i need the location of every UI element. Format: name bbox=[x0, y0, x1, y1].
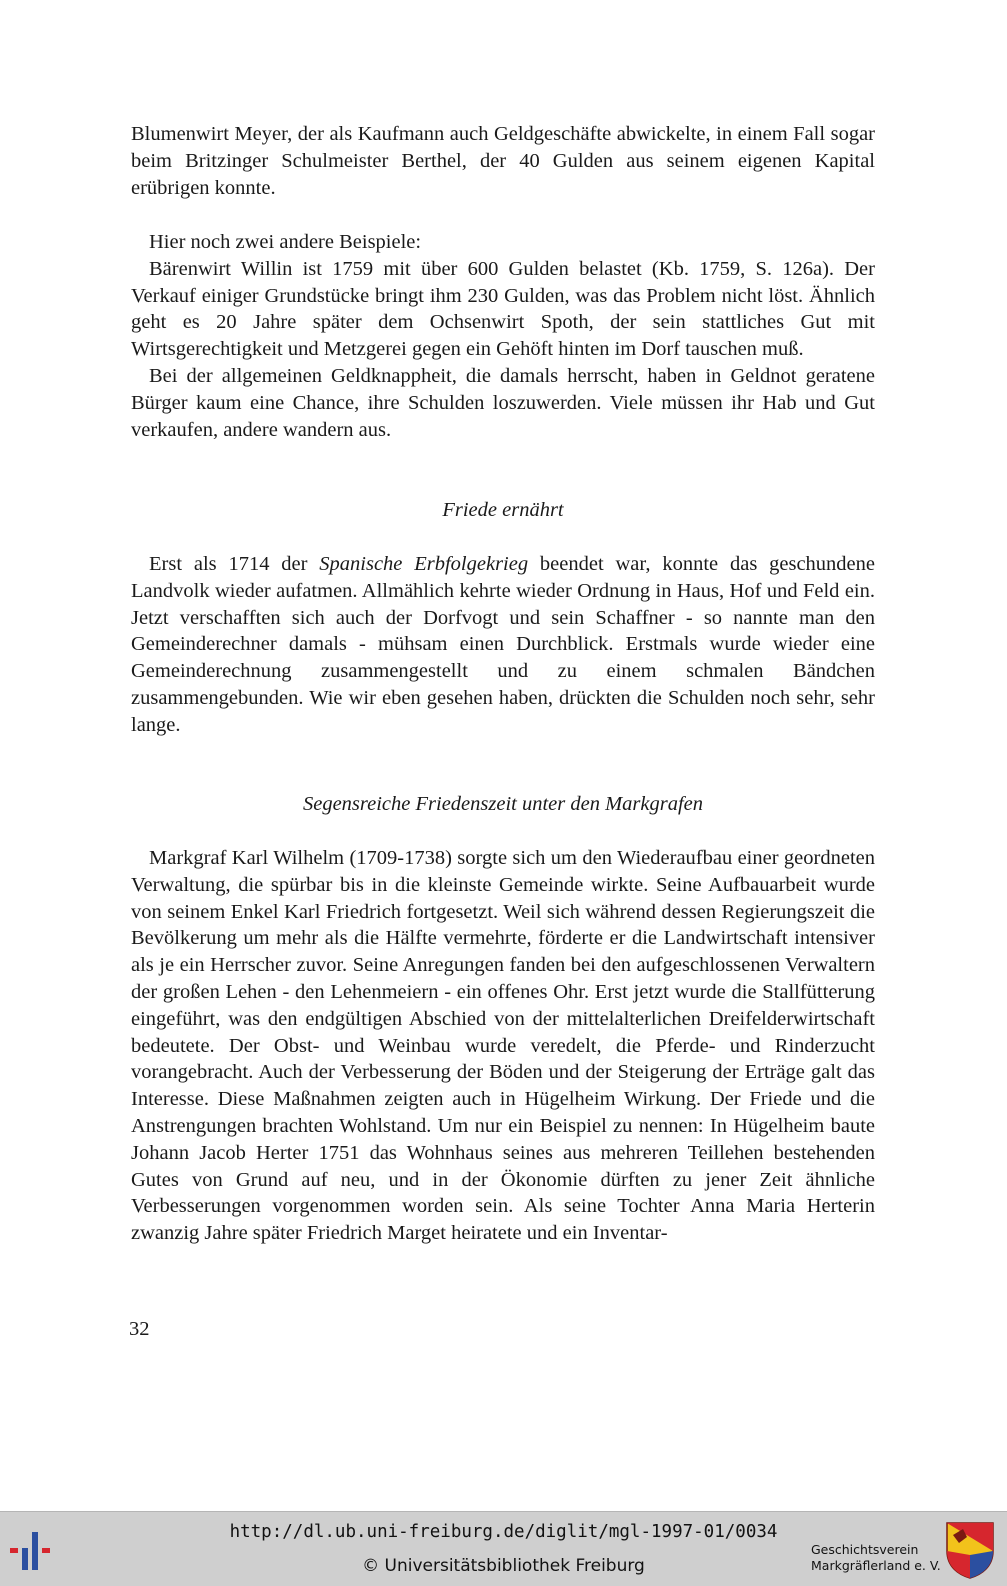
section-heading-friede: Friede ernährt bbox=[442, 499, 564, 521]
paragraph-5 bbox=[131, 551, 875, 739]
footer-bar bbox=[0, 1511, 1007, 1586]
source-url-link[interactable]: http://dl.ub.uni-freiburg.de/diglit/mgl-1997-01/0034 bbox=[229, 1522, 778, 1542]
society-name-line-2: Markgräflerland e. V. bbox=[811, 1558, 941, 1573]
text-block-4 bbox=[131, 845, 875, 1247]
paragraph-2: Hier noch zwei andere Beispiele: bbox=[149, 231, 422, 253]
paragraph-4: Bei der allgemeinen Geldknappheit, die damals herrscht, haben in Geldnot geratene Bürger kaum eine Chance, ihre Schulden loszuwerden. Viele müssen ihr Hab und Gut verkaufen, andere wandern aus. bbox=[131, 364, 875, 441]
paragraph-5-start: Erst als 1714 der bbox=[149, 553, 320, 575]
text-block-2 bbox=[131, 229, 875, 443]
coat-of-arms-icon bbox=[945, 1521, 995, 1579]
copyright-text: © Universitätsbibliothek Freiburg bbox=[362, 1556, 645, 1576]
page-number: 32 bbox=[129, 1318, 150, 1340]
text-block-1 bbox=[131, 121, 875, 201]
society-name bbox=[811, 1542, 941, 1574]
paragraph-3: Bärenwirt Willin ist 1759 mit über 600 Gulden belastet (Kb. 1759, S. 126a). Der Verkauf einiger Grundstücke bringt ihm 230 Gulden, was das Problem nicht löst. Ähnlich geht es 20 Jahre später dem Ochsenwirt Spoth, der sein stattliches Gut mit Wirtsgerechtigkeit und Metzgerei gegen ein Gehöft hinten im Dorf tauschen muß. bbox=[131, 257, 875, 361]
paragraph-5-end: beendet war, konnte das geschundene Landvolk wieder aufatmen. Allmählich kehrte wieder Ordnung in Haus, Hof und Feld ein. Jetzt verschafften sich auch der Dorfvogt und sein Schaffner - so nannte man den Gemeinderechner damals - mühsam einen Durchblick. Erstmals wurde wieder eine Gemeinderechnung zusammengestellt und zu einem schmalen Bändchen zusammengebunden. Wie wir eben gesehen haben, drückten die Schulden noch sehr, sehr lange. bbox=[131, 553, 875, 736]
paragraph-5-emphasis: Spanische Erbfolgekrieg bbox=[319, 553, 529, 575]
text-block-3 bbox=[131, 551, 875, 739]
paragraph-6: Markgraf Karl Wilhelm (1709-1738) sorgte sich um den Wiederaufbau einer geordneten Verwaltung, die spürbar bis in die kleinste Gemeinde wirkte. Seine Aufbauarbeit wurde von seinem Enkel Karl Friedrich fortgesetzt. Weil sich während dessen Regierungszeit die Bevölkerung um mehr als die Hälfte vermehrte, förderte er die Landwirtschaft intensiver als je ein Herrscher zuvor. Seine Anregungen fanden bei den aufgeschlossenen Verwaltern der großen Lehen - den Lehenmeiern - ein offenes Ohr. Erst jetzt wurde die Stallfütterung eingeführt, was den endgültigen Abschied von der mittelalterlichen Dreifelderwirtschaft bedeutete. Der Obst- und Weinbau wurde veredelt, die Pferde- und Rinderzucht vorangebracht. Auch der Verbesserung der Böden und der Steigerung der Erträge galt das Interesse. Diese Maßnahmen zeigten auch in Hügelheim Wirkung. Der Friede und die Anstrengungen brachten Wohlstand. Um nur ein Beispiel zu nennen: In Hügelheim baute Johann Jacob Herter 1751 das Wohnhaus seines aus mehreren Teillehen bestehenden Gutes von Grund auf neu, und in der Ökonomie dürften zu jener Zeit ähnliche Verbesserungen vorgenommen worden sein. Als seine Tochter Anna Maria Herterin zwanzig Jahre später Friedrich Marget heiratete und ein Inventar- bbox=[131, 847, 875, 1245]
society-name-line-1: Geschichtsverein bbox=[811, 1542, 919, 1557]
section-heading-markgrafen: Segensreiche Friedenszeit unter den Markgrafen bbox=[302, 793, 704, 815]
paragraph-1: Blumenwirt Meyer, der als Kaufmann auch Geldgeschäfte abwickelte, in einem Fall sogar beim Britzinger Schulmeister Berthel, der 40 Gulden aus seinem eigenen Kapital erübrigen konnte. bbox=[131, 123, 875, 199]
